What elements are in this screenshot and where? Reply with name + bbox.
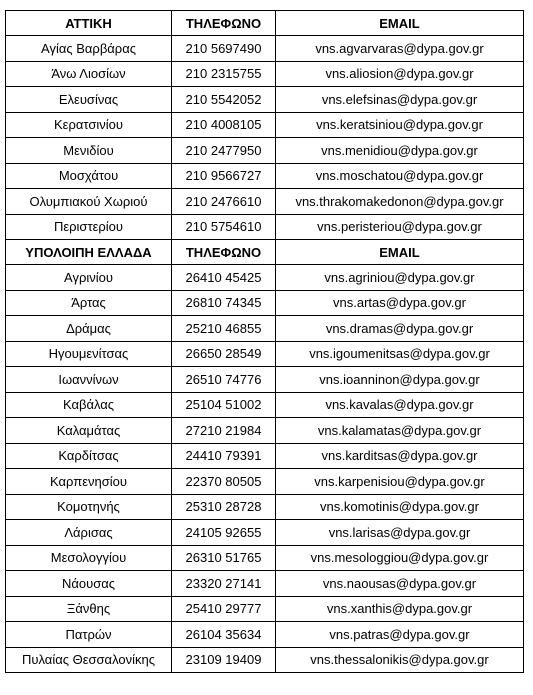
office-email: vns.dramas@dypa.gov.gr — [276, 316, 524, 342]
office-email: vns.xanthis@dypa.gov.gr — [276, 596, 524, 622]
office-email: vns.elefsinas@dypa.gov.gr — [276, 87, 524, 113]
office-name: Αγίας Βαρβάρας — [6, 36, 172, 62]
header-region: ΥΠΟΛΟΙΠΗ ΕΛΛΑΔΑ — [6, 240, 172, 265]
table-row — [6, 214, 524, 240]
table-row — [6, 87, 524, 113]
office-name: Αγρινίου — [6, 265, 172, 291]
office-phone: 23320 27141 — [172, 571, 276, 597]
office-email: vns.thessalonikis@dypa.gov.gr — [276, 647, 524, 673]
office-name: Καρπενησίου — [6, 469, 172, 495]
office-email: vns.ioanninon@dypa.gov.gr — [276, 367, 524, 393]
table-row — [6, 265, 524, 291]
office-email: vns.aliosion@dypa.gov.gr — [276, 61, 524, 87]
office-email: vns.agvarvaras@dypa.gov.gr — [276, 36, 524, 62]
office-email: vns.patras@dypa.gov.gr — [276, 622, 524, 648]
header-phone: ΤΗΛΕΦΩΝΟ — [172, 11, 276, 36]
table-row — [6, 392, 524, 418]
office-phone: 26410 45425 — [172, 265, 276, 291]
office-email: vns.artas@dypa.gov.gr — [276, 290, 524, 316]
office-name: Δράμας — [6, 316, 172, 342]
table-row — [6, 367, 524, 393]
office-name: Νάουσας — [6, 571, 172, 597]
office-phone: 22370 80505 — [172, 469, 276, 495]
office-phone: 26104 35634 — [172, 622, 276, 648]
office-phone: 26810 74345 — [172, 290, 276, 316]
office-phone: 210 2315755 — [172, 61, 276, 87]
office-name: Μενιδίου — [6, 138, 172, 164]
table-row — [6, 61, 524, 87]
office-email: vns.komotinis@dypa.gov.gr — [276, 494, 524, 520]
office-email: vns.thrakomakedonon@dypa.gov.gr — [276, 189, 524, 215]
office-phone: 210 5754610 — [172, 214, 276, 240]
office-name: Ελευσίνας — [6, 87, 172, 113]
table-row — [6, 647, 524, 673]
table-row — [6, 545, 524, 571]
table-row — [6, 290, 524, 316]
office-email: vns.karditsas@dypa.gov.gr — [276, 443, 524, 469]
table-row — [6, 622, 524, 648]
office-name: Ιωαννίνων — [6, 367, 172, 393]
office-phone: 210 5542052 — [172, 87, 276, 113]
office-email: vns.peristeriou@dypa.gov.gr — [276, 214, 524, 240]
table-row — [6, 596, 524, 622]
office-name: Περιστερίου — [6, 214, 172, 240]
office-email: vns.igoumenitsas@dypa.gov.gr — [276, 341, 524, 367]
office-name: Ξάνθης — [6, 596, 172, 622]
office-name: Πυλαίας Θεσσαλονίκης — [6, 647, 172, 673]
table-row — [6, 494, 524, 520]
office-phone: 23109 19409 — [172, 647, 276, 673]
table-row — [6, 520, 524, 546]
office-email: vns.moschatou@dypa.gov.gr — [276, 163, 524, 189]
office-name: Κομοτηνής — [6, 494, 172, 520]
office-phone: 25310 28728 — [172, 494, 276, 520]
office-phone: 210 4008105 — [172, 112, 276, 138]
office-phone: 24105 92655 — [172, 520, 276, 546]
table-row — [6, 316, 524, 342]
office-name: Ολυμπιακού Χωριού — [6, 189, 172, 215]
office-name: Πατρών — [6, 622, 172, 648]
contact-table-body — [6, 11, 524, 673]
office-phone: 25210 46855 — [172, 316, 276, 342]
header-email: EMAIL — [276, 240, 524, 265]
header-phone: ΤΗΛΕΦΩΝΟ — [172, 240, 276, 265]
office-phone: 210 9566727 — [172, 163, 276, 189]
office-email: vns.naousas@dypa.gov.gr — [276, 571, 524, 597]
office-phone: 24410 79391 — [172, 443, 276, 469]
office-email: vns.agriniou@dypa.gov.gr — [276, 265, 524, 291]
table-row — [6, 341, 524, 367]
table-row — [6, 138, 524, 164]
table-row — [6, 469, 524, 495]
table-row — [6, 443, 524, 469]
office-email: vns.kalamatas@dypa.gov.gr — [276, 418, 524, 444]
office-name: Άρτας — [6, 290, 172, 316]
header-region: ΑΤΤΙΚΗ — [6, 11, 172, 36]
office-phone: 26310 51765 — [172, 545, 276, 571]
office-email: vns.menidiou@dypa.gov.gr — [276, 138, 524, 164]
office-phone: 26510 74776 — [172, 367, 276, 393]
table-row — [6, 112, 524, 138]
table-row — [6, 36, 524, 62]
office-phone: 26650 28549 — [172, 341, 276, 367]
office-phone: 210 2476610 — [172, 189, 276, 215]
table-row — [6, 418, 524, 444]
contact-table — [5, 10, 524, 673]
office-email: vns.mesologgiou@dypa.gov.gr — [276, 545, 524, 571]
section-header-attica — [6, 11, 524, 36]
table-row — [6, 189, 524, 215]
office-name: Λάρισας — [6, 520, 172, 546]
office-name: Μοσχάτου — [6, 163, 172, 189]
header-email: EMAIL — [276, 11, 524, 36]
office-name: Καλαμάτας — [6, 418, 172, 444]
office-email: vns.karpenisiou@dypa.gov.gr — [276, 469, 524, 495]
office-phone: 27210 21984 — [172, 418, 276, 444]
office-phone: 25104 51002 — [172, 392, 276, 418]
office-email: vns.kavalas@dypa.gov.gr — [276, 392, 524, 418]
table-row — [6, 163, 524, 189]
section-header-rest-of-greece — [6, 240, 524, 265]
office-name: Μεσολογγίου — [6, 545, 172, 571]
office-phone: 210 5697490 — [172, 36, 276, 62]
office-email: vns.keratsiniou@dypa.gov.gr — [276, 112, 524, 138]
table-row — [6, 571, 524, 597]
office-phone: 25410 29777 — [172, 596, 276, 622]
office-name: Καβάλας — [6, 392, 172, 418]
office-name: Άνω Λιοσίων — [6, 61, 172, 87]
office-name: Καρδίτσας — [6, 443, 172, 469]
office-phone: 210 2477950 — [172, 138, 276, 164]
office-name: Κερατσινίου — [6, 112, 172, 138]
office-name: Ηγουμενίτσας — [6, 341, 172, 367]
office-email: vns.larisas@dypa.gov.gr — [276, 520, 524, 546]
